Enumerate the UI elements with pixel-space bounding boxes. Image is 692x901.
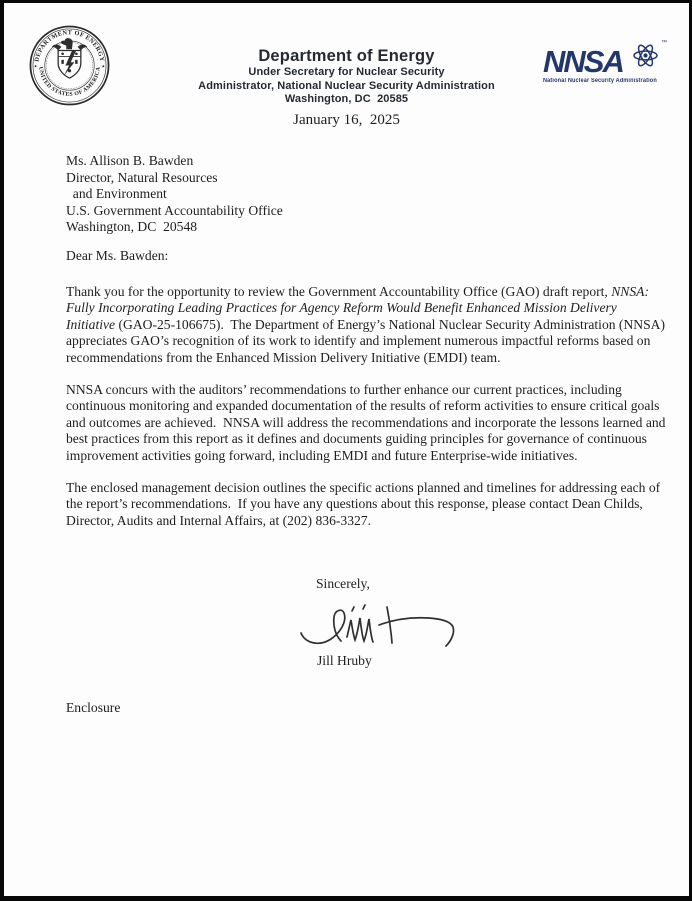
recipient-block (66, 153, 283, 236)
letterhead-block (144, 47, 549, 107)
nnsa-wordmark: NNSA (543, 44, 623, 79)
seal-star-right-icon: ★ (101, 63, 106, 69)
signature-script-icon (295, 597, 463, 655)
body-text-segment: NNSA: Fully Incorporating Leading Practices for Agency Reform Would Benefit Enhanced Mission Delivery Initiative (66, 284, 656, 332)
recipient-line: Director, Natural Resources (66, 169, 218, 185)
administrator-subtitle: Administrator, National Nuclear Security Administration (198, 79, 495, 92)
recipient-line: and Environment (66, 186, 167, 201)
address-subtitle: Washington, DC 20585 (284, 93, 409, 105)
enclosure-note: Enclosure (66, 700, 121, 715)
agency-title: Department of Energy (258, 47, 435, 65)
doe-seal-icon (29, 25, 110, 106)
body-text-segment: The enclosed management decision outlines the specific actions planned and timelines for addressing each of the report’s recommendations. If you have any questions about this response, please contact Dean Childs, Director, Audits and Internal Affairs, at (202) 836-3327. (66, 480, 664, 528)
body-paragraphs (66, 284, 669, 545)
nnsa-caption: National Nuclear Security Administration (543, 78, 657, 84)
seal-star-left-icon: ★ (33, 63, 38, 69)
body-text-segment: NNSA concurs with the auditors’ recommendations to further enhance our current practices, including continuous monitoring and expanded documentation of the results of reform activities to ensure critical goals and outcomes are achieved. NNSA will address the recommendations and incorporate the lessons learned and best practices from this report as it defines and documents guiding principles for governance of continuous improvement activities going forward, including EMDI and future Enterprise-wide initiatives. (66, 382, 669, 463)
seal-top-text: DEPARTMENT OF ENERGY (33, 29, 106, 63)
body-text-segment: Thank you for the opportunity to review the Government Accountability Office (GAO) draft report, (66, 284, 612, 299)
trademark-symbol: ™ (661, 40, 667, 46)
body-paragraph (66, 480, 666, 529)
valediction: Sincerely, (316, 576, 370, 591)
date-line: January 16, 2025 (293, 112, 400, 128)
nnsa-logo (543, 40, 667, 84)
body-paragraph (66, 284, 669, 366)
recipient-line: U.S. Government Accountability Office (66, 202, 283, 218)
body-text-segment: (GAO-25-106675). The Department of Energy’s National Nuclear Security Administration (NNSA) appreciates GAO’s recognition of its work to identify and implement numerous impactful reforms based on recommendations from the Enhanced Mission Delivery Initiative (EMDI) team. (66, 316, 669, 365)
recipient-line: Washington, DC 20548 (66, 219, 198, 234)
body-paragraph (66, 382, 669, 464)
signer-name: Jill Hruby (317, 653, 372, 668)
salutation: Dear Ms. Bawden: (66, 248, 169, 263)
atom-icon (632, 42, 659, 69)
office-subtitle: Under Secretary for Nuclear Security (248, 66, 445, 78)
recipient-line: Ms. Allison B. Bawden (66, 153, 194, 168)
seal-bottom-text: UNITED STATES OF AMERICA (37, 66, 102, 98)
